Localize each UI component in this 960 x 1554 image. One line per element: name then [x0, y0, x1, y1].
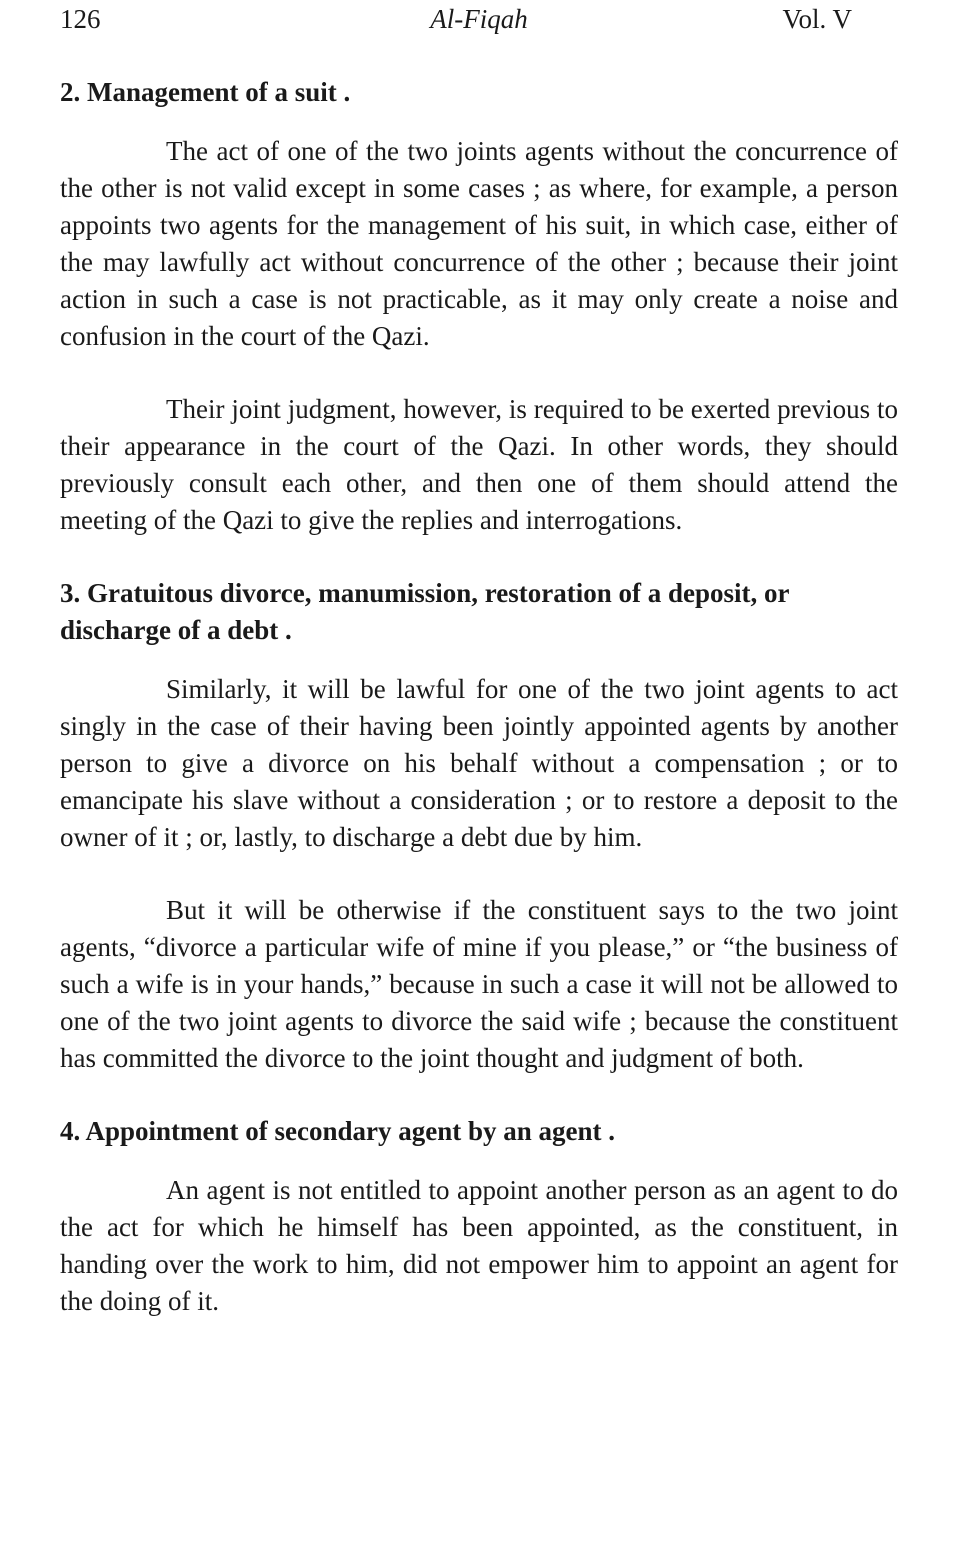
book-title: Al-Fiqah	[430, 4, 528, 34]
page-number: 126	[60, 4, 101, 34]
section-management-of-suit	[60, 74, 898, 539]
book-page	[60, 0, 898, 1356]
paragraph: Their joint judgment, however, is required to be exerted previous to their appearance in the court of the Qazi. In other words, they should previously consult each other, and then one of them should attend the meeting of the Qazi to give the replies and interrogations.	[60, 394, 898, 535]
volume-label: Vol. V	[782, 4, 852, 34]
section-secondary-agent	[60, 1113, 898, 1320]
paragraph: An agent is not entitled to appoint another person as an agent to do the act for which he himself has been appointed, as the constituent, in handing over the work to him, did not empower him to appoint an agent for the doing of it.	[60, 1175, 898, 1316]
section-heading: 2. Management of a suit .	[60, 77, 351, 107]
section-heading: 3. Gratuitous divorce, manumission, restoration of a deposit, or discharge of a debt .	[60, 578, 790, 645]
section-heading: 4. Appointment of secondary agent by an agent .	[60, 1116, 616, 1146]
section-gratuitous-divorce	[60, 575, 898, 1077]
paragraph: Similarly, it will be lawful for one of the two joint agents to act singly in the case of their having been jointly appointed agents by another person to give a divorce on his behalf without a compensation ; or to emancipate his slave without a consideration ; or to restore a deposit to the owner of it ; or, lastly, to discharge a debt due by him.	[60, 674, 898, 852]
paragraph: The act of one of the two joints agents without the concurrence of the other is not valid except in some cases ; as where, for example, a person appoints two agents for the management of his suit, in which case, either of the may lawfully act without concurrence of the other ; because their joint action in such a case is not practicable, as it may only create a noise and confusion in the court of the Qazi.	[60, 136, 898, 351]
running-header	[60, 0, 898, 44]
paragraph: But it will be otherwise if the constituent says to the two joint agents, “divorce a particular wife of mine if you please,” or “the business of such a wife is in your hands,” because in such a case it will not be allowed to one of the two joint agents to divorce the said wife ; because the constituent has committed the divorce to the joint thought and judgment of both.	[60, 895, 898, 1073]
